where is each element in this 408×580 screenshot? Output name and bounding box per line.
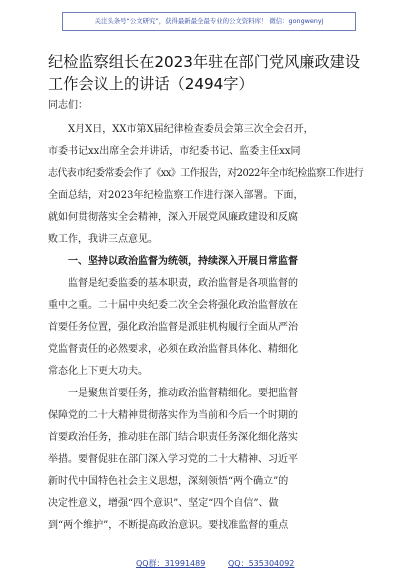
body-line: 一是聚焦首要任务，推动政治监督精细化。要把监督	[68, 388, 298, 399]
body-line: 到“两个维护”，不断提高政治意识。要找准监督的重点	[48, 520, 289, 531]
promo-banner: 关注头条号“公文研究”，获得最新最全最专业的公文资料库！ 微信：gongwenyj	[62, 12, 356, 31]
body-line: 监督是纪委监委的基本职责，政治监督是各项监督的	[68, 278, 298, 289]
salutation: 同志们：	[48, 100, 88, 111]
body-line: 首要政治任务，推动驻在部门结合职责任务深化细化落实	[48, 432, 298, 443]
body-line: 保障党的二十大精神贯彻落实作为当前和今后一个时期的	[48, 410, 298, 421]
document-title: 纪检监察组长在2023年驻在部门党风廉政建设工作会议上的讲话（2494字）	[48, 53, 361, 93]
body-line: 志代表市纪委常委会作了《xx》工作报告，对2022年全市纪检监察工作进行	[48, 168, 364, 179]
body-line: 举措。要督促驻在部门深入学习党的二十大精神、习近平	[48, 454, 298, 465]
body-line: 重中之重。二十届中央纪委二次全会将强化政治监督放在	[48, 300, 298, 311]
qq-contact-link[interactable]: QQ：535304092	[228, 559, 295, 568]
body-line: 全面总结，对2023年纪检监察工作进行深入部署。下面，	[48, 190, 304, 201]
body-line: 首要任务位置，强化政治监督是派驻机构履行全面从严治	[48, 322, 298, 333]
body-line: 常态化上下更大功夫。	[48, 366, 148, 377]
body-line: 新时代中国特色社会主义思想，深刻领悟“两个确立”的	[48, 476, 289, 487]
body-line: 败工作，我讲三点意见。	[48, 234, 158, 245]
page-footer	[0, 556, 408, 572]
body-line: 决定性意义，增强“四个意识”、坚定“四个自信”、做	[48, 498, 279, 509]
body-line: 党监督责任的必然要求，必须在政治监督具体化、精细化	[48, 344, 298, 355]
section-heading: 一、坚持以政治监督为统领，持续深入开展日常监督	[68, 256, 298, 267]
body-line: 就如何贯彻落实全会精神，深入开展党风廉政建设和反腐	[48, 212, 298, 223]
qq-group-link[interactable]: QQ群：31991489	[136, 559, 206, 568]
body-line: 市委书记xx出席全会并讲话，市纪委书记、监委主任xx同	[48, 146, 301, 157]
body-line: X月X日，XX市第X届纪律检查委员会第三次全会召开，	[68, 124, 314, 135]
